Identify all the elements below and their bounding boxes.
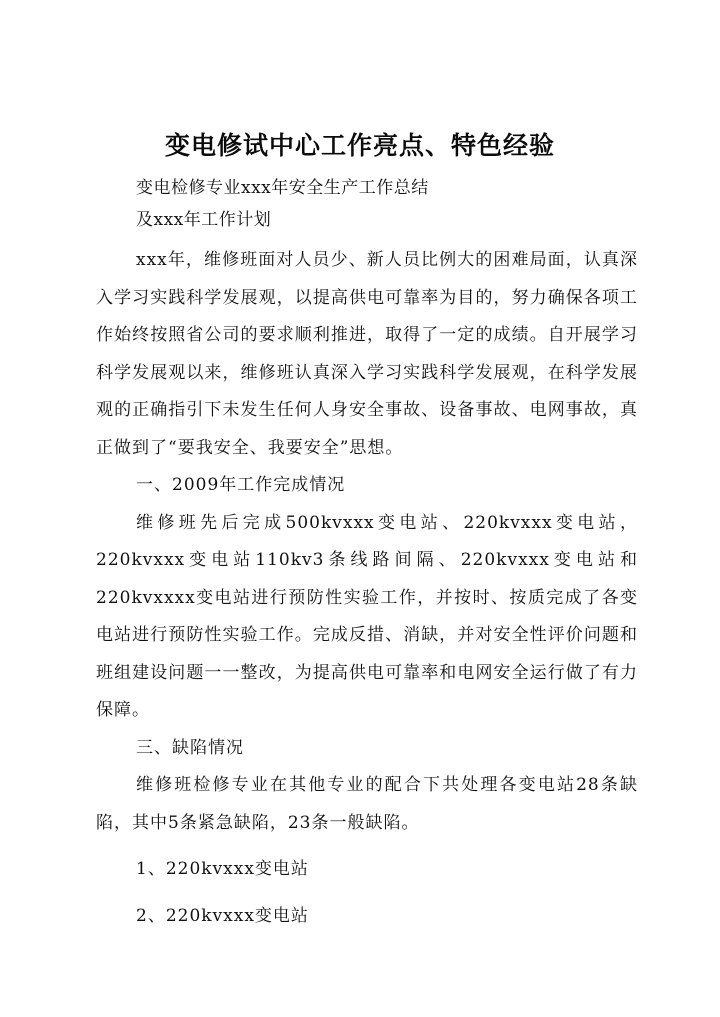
section-heading-defects: 三、缺陷情况 xyxy=(136,737,244,758)
subtitle-line-1: 变电检修专业xxx年安全生产工作总结 xyxy=(136,178,429,198)
paragraph-defects: 维修班检修专业在其他专业的配合下共处理各变电站28条缺陷，其中5条紧急缺陷，23条一般缺陷。 xyxy=(96,775,638,833)
subtitle-line-2: 及xxx年工作计划 xyxy=(136,210,272,230)
section-heading-2009: 一、2009年工作完成情况 xyxy=(136,475,346,495)
document-body xyxy=(96,242,638,935)
paragraph-intro: xxx年，维修班面对人员少、新人员比例大的困难局面，认真深入学习实践科学发展观，以提高供电可靠率为目的，努力确保各项工作始终按照省公司的要求顺利推进，取得了一定的成绩。自开展学习科学发展观以来，维修班认真深入学习实践科学发展观，在科学发展观的正确指引下未发生任何人身安全事故、设备事故、电网事故，真正做到了“要我安全、我要安全”思想。 xyxy=(96,250,638,458)
list-item-2: 2、220kvxxx变电站 xyxy=(136,905,309,926)
document-title: 变电修试中心工作亮点、特色经验 xyxy=(164,131,555,160)
paragraph-work-done: 维修班先后完成500kvxxx变电站、220kvxxx变电站，220kvxxx变电站110kv3条线路间隔、220kvxxx变电站和220kvxxxx变电站进行预防性实验工作，并按时、按质完成了各变电站进行预防性实验工作。完成反措、消缺，并对安全性评价问题和班组建设问题一一整改，为提高供电可靠率和电网安全运行做了有力保障。 xyxy=(96,512,638,720)
list-item-1: 1、220kvxxx变电站 xyxy=(136,859,309,879)
